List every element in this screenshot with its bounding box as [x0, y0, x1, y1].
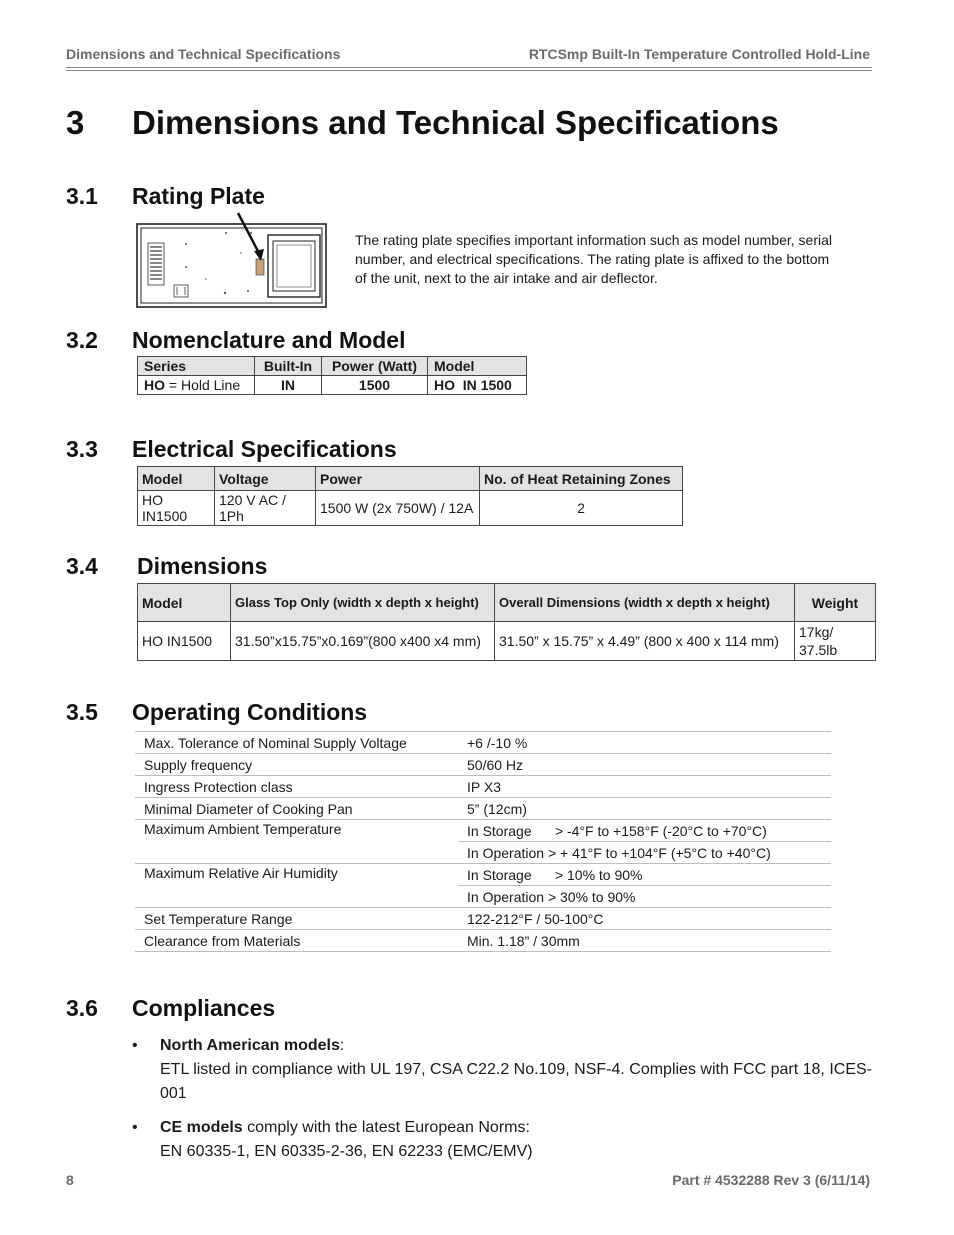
- condition-label: Supply frequency: [135, 754, 458, 776]
- table-header-cell: Power (Watt): [322, 357, 428, 376]
- bullet-icon: •: [132, 1037, 138, 1054]
- table-header-cell: No. of Heat Retaining Zones: [480, 467, 683, 491]
- compliance-list: [132, 1034, 892, 1174]
- condition-value: 5” (12cm): [458, 798, 831, 820]
- condition-value: +6 /-10 %: [458, 732, 831, 754]
- condition-label: Ingress Protection class: [135, 776, 458, 798]
- rating-plate-description: The rating plate specifies important information such as model number, serial number, and electrical specifications. The rating plate is affixed to the bottom of the unit, next to the air intake and air deflector.: [355, 232, 833, 286]
- rating-plate-diagram: [136, 211, 328, 309]
- table-row: [138, 491, 683, 526]
- condition-label: Minimal Diameter of Cooking Pan: [135, 798, 458, 820]
- table-header-cell: Model: [428, 357, 527, 376]
- table-row: [135, 820, 831, 842]
- table-header-cell: Built-In: [255, 357, 322, 376]
- table-header-cell: Weight: [795, 584, 876, 622]
- series-code: HO: [144, 377, 165, 393]
- table-row: [135, 864, 831, 886]
- section-title: Compliances: [132, 995, 276, 1021]
- section-heading-dimensions: [66, 553, 267, 580]
- table-row: [135, 798, 831, 820]
- section-title: Nomenclature and Model: [132, 327, 406, 353]
- dimensions-table: [137, 583, 876, 661]
- table-cell: 17kg/ 37.5lb: [795, 622, 876, 661]
- list-item: [132, 1034, 892, 1106]
- page-number: 8: [66, 1172, 74, 1188]
- running-header-right: RTCSmp Built-In Temperature Controlled Hold-Line: [528, 46, 870, 62]
- condition-value: In Operation > + 41°F to +104°F (+5°C to +40°C): [458, 842, 831, 864]
- table-header-cell: Voltage: [215, 467, 316, 491]
- chapter-title-text: Dimensions and Technical Specifications: [132, 104, 779, 141]
- table-row: [135, 732, 831, 754]
- table-cell: 1500 W (2x 750W) / 12A: [316, 491, 480, 526]
- condition-label: Clearance from Materials: [135, 930, 458, 952]
- chapter-title: [66, 104, 779, 142]
- compliance-text: :: [339, 1037, 345, 1054]
- table-row: [135, 754, 831, 776]
- compliance-detail: EN 60335-1, EN 60335-2-36, EN 62233 (EMC/EMV): [160, 1143, 533, 1160]
- section-heading-rating-plate: [66, 183, 265, 210]
- table-row: [138, 376, 527, 395]
- table-cell: HO IN1500: [138, 622, 231, 661]
- condition-value: In Storage > 10% to 90%: [458, 864, 831, 886]
- section-heading-operating: [66, 699, 367, 726]
- condition-label: Maximum Ambient Temperature: [135, 820, 458, 864]
- compliance-detail: ETL listed in compliance with UL 197, CSA C22.2 No.109, NSF-4. Complies with FCC part 18, ICES-001: [160, 1061, 872, 1102]
- table-cell: IN: [255, 376, 322, 395]
- table-row: [135, 930, 831, 952]
- section-title: Rating Plate: [132, 183, 265, 209]
- section-title: Operating Conditions: [132, 699, 368, 725]
- part-number: Part # 4532288 Rev 3 (6/11/14): [672, 1172, 870, 1188]
- section-title: Dimensions: [137, 553, 268, 579]
- nomenclature-table: [137, 356, 527, 395]
- condition-value: 122-212°F / 50-100°C: [458, 908, 831, 930]
- section-number: 3.1: [66, 183, 98, 209]
- table-cell: HO IN1500: [138, 491, 215, 526]
- table-header-cell: Model: [138, 584, 231, 622]
- condition-label: Maximum Relative Air Humidity: [135, 864, 458, 908]
- series-desc: = Hold Line: [165, 377, 241, 393]
- compliance-heading: CE models: [160, 1119, 243, 1136]
- table-header-cell: Glass Top Only (width x depth x height): [231, 584, 495, 622]
- electrical-table: [137, 466, 683, 526]
- condition-value: Min. 1.18” / 30mm: [458, 930, 831, 952]
- section-heading-compliances: [66, 995, 275, 1022]
- header-rule: [66, 67, 872, 68]
- table-header-row: [138, 467, 683, 491]
- section-number: 3.4: [66, 553, 98, 579]
- compliance-text: comply with the latest European Norms:: [242, 1119, 530, 1136]
- header-rule-2: [66, 70, 872, 71]
- table-cell: HO IN 1500: [428, 376, 527, 395]
- running-header-left: Dimensions and Technical Specifications: [66, 46, 341, 62]
- section-number: 3.5: [66, 699, 98, 725]
- compliance-heading: North American models: [160, 1037, 340, 1054]
- table-header-row: [138, 584, 876, 622]
- operating-conditions-table: [135, 731, 831, 952]
- section-number: 3.2: [66, 327, 98, 353]
- section-heading-nomenclature: [66, 327, 405, 354]
- table-cell: [138, 376, 255, 395]
- condition-value: In Operation > 30% to 90%: [458, 886, 831, 908]
- table-header-cell: Power: [316, 467, 480, 491]
- section-title: Electrical Specifications: [132, 436, 397, 462]
- table-row: [135, 908, 831, 930]
- table-header-cell: Overall Dimensions (width x depth x height): [495, 584, 795, 622]
- condition-label: Set Temperature Range: [135, 908, 458, 930]
- table-header-cell: Series: [138, 357, 255, 376]
- bullet-icon: •: [132, 1119, 138, 1136]
- section-number: 3.6: [66, 995, 98, 1021]
- section-heading-electrical: [66, 436, 397, 463]
- table-cell: 120 V AC / 1Ph: [215, 491, 316, 526]
- table-header-cell: Model: [138, 467, 215, 491]
- condition-label: Max. Tolerance of Nominal Supply Voltage: [135, 732, 458, 754]
- condition-value: In Storage > -4°F to +158°F (-20°C to +70°C): [458, 820, 831, 842]
- table-cell: 2: [480, 491, 683, 526]
- chapter-number: 3: [66, 104, 85, 141]
- list-item: [132, 1116, 892, 1164]
- section-number: 3.3: [66, 436, 98, 462]
- table-header-row: [138, 357, 527, 376]
- table-row: [138, 622, 876, 661]
- table-cell: 1500: [322, 376, 428, 395]
- condition-value: 50/60 Hz: [458, 754, 831, 776]
- table-cell: 31.50” x 15.75” x 4.49” (800 x 400 x 114 mm): [495, 622, 795, 661]
- table-cell: 31.50”x15.75”x0.169”(800 x400 x4 mm): [231, 622, 495, 661]
- table-row: [135, 776, 831, 798]
- condition-value: IP X3: [458, 776, 831, 798]
